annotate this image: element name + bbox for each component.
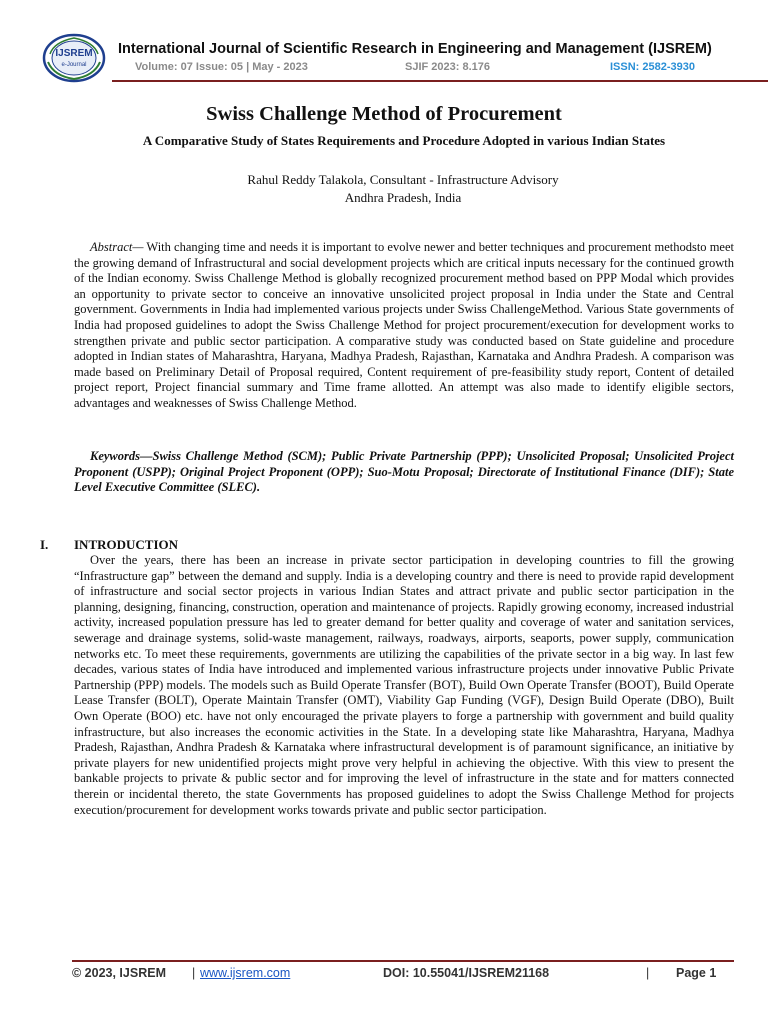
journal-header — [40, 30, 740, 85]
logo-subtext: e-Journal — [61, 62, 87, 68]
paper-subtitle: A Comparative Study of States Requirements and Procedure Adopted in various Indian States — [142, 133, 666, 148]
abstract — [74, 240, 734, 412]
logo-text: IJSREM — [55, 48, 93, 59]
abstract-text: With changing time and needs it is important to evolve newer and better techniques and procurement methodsto meet the growing demand of Infrastructural and social development projects which are critical inputs necessary for the continued growth of the Indian economy. Swiss Challenge Method is globally recognized procurement method based on PPP Modal which provides an opportunity to private sector to conceive an innovative unsolicited project proposal in India under the State and Central government. Governments in India had implemented various projects under Swiss ChallengeMethod. Various State governments of India had proposed guidelines to adopt the Swiss Challenge Method for project procurement/execution for development works to strengthen private and public sector participation. A comparative study was conducted based on State guideline and procedure adopted in Indian states of Maharashtra, Haryana, Madhya Pradesh, Rajasthan, Karnataka and Andhra Pradesh. A comparison was made based on Preliminary Detail of Proposal required, Content requirement of pre-feasibility study report, Content of detailed project report, Project financial summary and Time frame allotted. An attempt was also made to identify eligible sectors, advantages and weaknesses of Swiss Challenge Method. — [74, 240, 734, 410]
author-block — [0, 171, 768, 207]
journal-title: International Journal of Scientific Research in Engineering and Management (IJSREM) — [118, 41, 712, 57]
footer-copyright: © 2023, IJSREM — [72, 966, 166, 980]
volume-issue: Volume: 07 Issue: 05 | May - 2023 — [135, 61, 308, 73]
section-number: I. — [40, 537, 49, 552]
footer-page-number: Page 1 — [676, 966, 717, 980]
paper-title: Swiss Challenge Method of Procurement — [206, 103, 562, 125]
section-title: INTRODUCTION — [74, 537, 179, 552]
author-affiliation: Andhra Pradesh, India — [344, 190, 462, 205]
header-divider — [112, 80, 768, 82]
keywords-label: Keywords— — [90, 449, 153, 463]
footer-divider — [72, 960, 734, 962]
author-line: Rahul Reddy Talakola, Consultant - Infrastructure Advisory — [247, 172, 559, 187]
footer-website-link[interactable]: www.ijsrem.com — [200, 966, 291, 980]
issn-number: ISSN: 2582-3930 — [610, 61, 695, 73]
footer-doi: DOI: 10.55041/IJSREM21168 — [383, 966, 550, 980]
ijsrem-logo-icon — [40, 32, 108, 84]
keywords-text: Swiss Challenge Method (SCM); Public Private Partnership (PPP); Unsolicited Proposal; Unsolicited Project Proponent (USPP); Original Project Proponent (OPP); Suo-Motu Proposal; Directorate of Institutional Finance (DIF); State Level Executive Committee (SLEC). — [74, 449, 734, 495]
footer-separator: | — [192, 966, 196, 980]
abstract-label: Abstract— — [90, 240, 144, 254]
sjif-score: SJIF 2023: 8.176 — [405, 61, 491, 73]
footer-separator: | — [646, 966, 650, 980]
keywords — [74, 449, 734, 496]
introduction-text: Over the years, there has been an increase in private sector participation in developing countries to fill the growing “Infrastructure gap” between the demand and supply. India is a developing country and there is need to provide rapid development of infrastructure and social sector projects in various Indian States and attract private and public sector participation in the planning, designing, financing, construction, operation and maintenance of projects. Rapidly growing economy, increased industrial activity, increased population pressure has led to greater demand for better quality and coverage of water and sanitation services, sewerage and drainage systems, solid-waste management, railways, roadways, airports, seaports, power supply, communication networks etc. To meet these requirements, governments are utilizing the capabilities of the private sector in a big way. In last few decades, various states of India have introduced and implemented various infrastructure projects under innovative Public Private Partnership (PPP) models. The models such as Build Operate Transfer (BOT), Build Own Operate Transfer (BOOT), Build Operate Lease Transfer (BOLT), Operate Maintain Transfer (OMT), Viability Gap Funding (VGF), Design Build Operate (DBO), Built Own Operate (BOO) etc. have not only encouraged the private players to forge a partnership with government and build quality infrastructure, but also increases the economic activities in the State. In a developing state like Maharashtra, Haryana, Madhya Pradesh, Rajasthan, Andhra Pradesh & Karnataka where infrastructural development is of paramount significance, an initiative by private players for new unidentified projects might prove very helpful in achieving the objective. With this view to present the bankable projects to private & public sector and for improving the level of infrastructure in the state and for matters connected therein or incidental thereto, the state Governments has proposed guidelines to adopt the Swiss Challenge Method for projects execution/procurement for development works towards private and public sector participation. — [74, 553, 734, 817]
section-heading-introduction — [40, 537, 178, 553]
